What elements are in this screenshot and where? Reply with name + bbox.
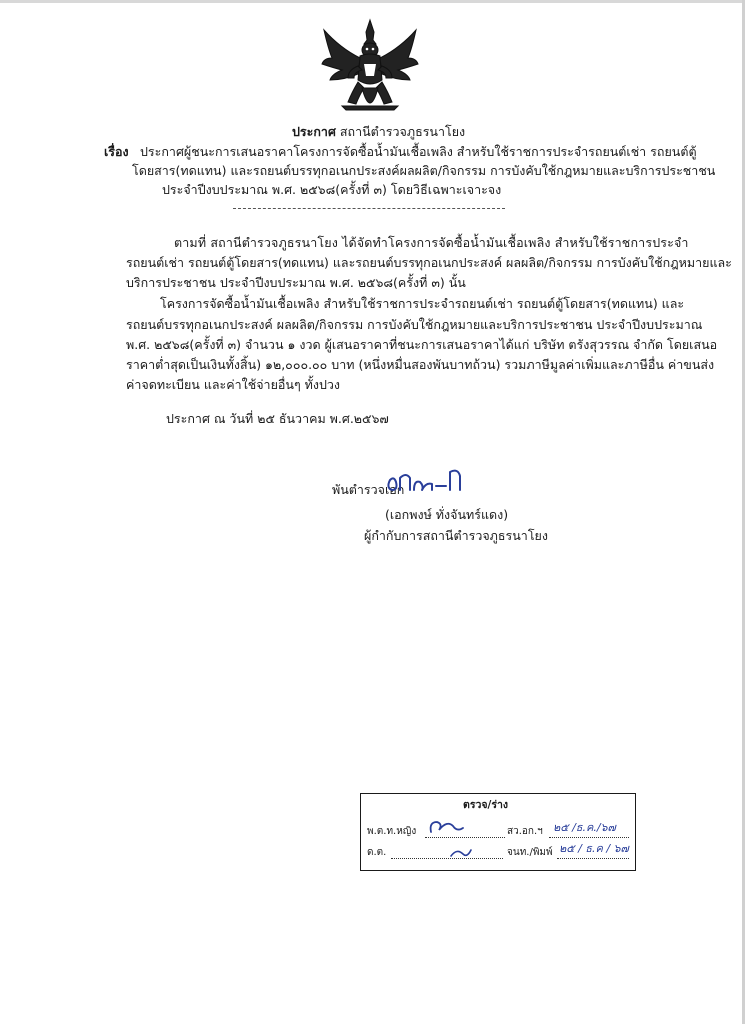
review-box-title: ตรวจ/ร่าง: [463, 799, 509, 811]
handwritten-signature: [384, 466, 466, 496]
scan-edge: [0, 0, 745, 3]
title-org: สถานีตำรวจภูธรนาโยง: [339, 124, 466, 139]
dotted-line: [391, 858, 503, 859]
title-label: ประกาศ: [292, 124, 336, 139]
review-box: [360, 793, 636, 871]
subject-label: เรื่อง: [104, 144, 129, 159]
subject-line: ประกาศผู้ชนะการเสนอราคาโครงการจัดซื้อน้ำมันเชื้อเพลิง สำหรับใช้ราชการประจำรถยนต์เช่า รถยนต์ตู้: [140, 144, 697, 159]
review-row1-date: ๒๕ /ธ.ค./๖๗: [553, 821, 616, 834]
signer-position: ผู้กำกับการสถานีตำรวจภูธรนาโยง: [364, 528, 548, 543]
paragraph-1-line: ตามที่ สถานีตำรวจภูธรนาโยง ได้จัดทำโครงการจัดซื้อน้ำมันเชื้อเพลิง สำหรับใช้ราชการประจำ: [174, 235, 689, 250]
dotted-line: [557, 858, 629, 859]
initials-signature: [449, 846, 473, 860]
signer-rank: พันตำรวจเอก: [332, 482, 405, 497]
initials-signature: [427, 816, 467, 838]
paragraph-1-line: รถยนต์เช่า รถยนต์ตู้โดยสาร(ทดแทน) และรถยนต์บรรทุกอเนกประสงค์ ผลผลิต/กิจกรรม การบังคับใช้กฎหมายและ: [126, 255, 732, 270]
section-divider: [233, 208, 505, 209]
dotted-line: [549, 837, 629, 838]
paragraph-2-line: พ.ศ. ๒๕๖๘(ครั้งที่ ๓) จำนวน ๑ งวด ผู้เสนอราคาที่ชนะการเสนอราคาได้แก่ บริษัท ตรังสุวรรณ จำกัด โดยเสนอ: [126, 337, 718, 352]
subject-line: โดยสาร(ทดแทน) และรถยนต์บรรทุกอเนกประสงค์ผลผลิต/กิจกรรม การบังคับใช้กฎหมายและบริการประชาชน: [132, 163, 716, 178]
review-row2-rank: ด.ต.: [367, 847, 387, 858]
subject-line: ประจำปีงบประมาณ พ.ศ. ๒๕๖๘(ครั้งที่ ๓) โดยวิธีเฉพาะเจาะจง: [162, 182, 502, 197]
paragraph-1-line: บริการประชาชน ประจำปีงบประมาณ พ.ศ. ๒๕๖๘(ครั้งที่ ๓) นั้น: [126, 275, 466, 290]
paragraph-2-line: ราคาต่ำสุดเป็นเงินทั้งสิ้น) ๑๒,๐๐๐.๐๐ บาท (หนึ่งหมื่นสองพันบาทถ้วน) รวมภาษีมูลค่าเพิ่มและภาษีอื่น ค่าขนส่ง: [126, 357, 715, 372]
garuda-emblem: [318, 18, 422, 122]
review-row1-position: สว.อก.ฯ: [507, 826, 543, 837]
paragraph-2-line: ค่าจดทะเบียน และค่าใช้จ่ายอื่นๆ ทั้งปวง: [126, 377, 341, 392]
review-row2-position: จนท./พิมพ์: [507, 847, 553, 858]
paragraph-2-line: โครงการจัดซื้อน้ำมันเชื้อเพลิง สำหรับใช้ราชการประจำรถยนต์เช่า รถยนต์ตู้โดยสาร(ทดแทน) และ: [160, 296, 685, 311]
announce-date: ประกาศ ณ วันที่ ๒๕ ธันวาคม พ.ศ.๒๕๖๗: [166, 411, 389, 426]
paragraph-2-line: รถยนต์บรรทุกอเนกประสงค์ ผลผลิต/กิจกรรม การบังคับใช้กฎหมายและบริการประชาชน ประจำปีงบประมาณ: [126, 317, 703, 332]
review-row2-date: ๒๕ / ธ.ค / ๖๗: [559, 842, 629, 855]
review-row1-rank: พ.ต.ท.หญิง: [367, 826, 417, 837]
signer-name: (เอกพงษ์ ทั่งจันทร์แดง): [385, 507, 509, 522]
announcement-title: [292, 124, 465, 140]
